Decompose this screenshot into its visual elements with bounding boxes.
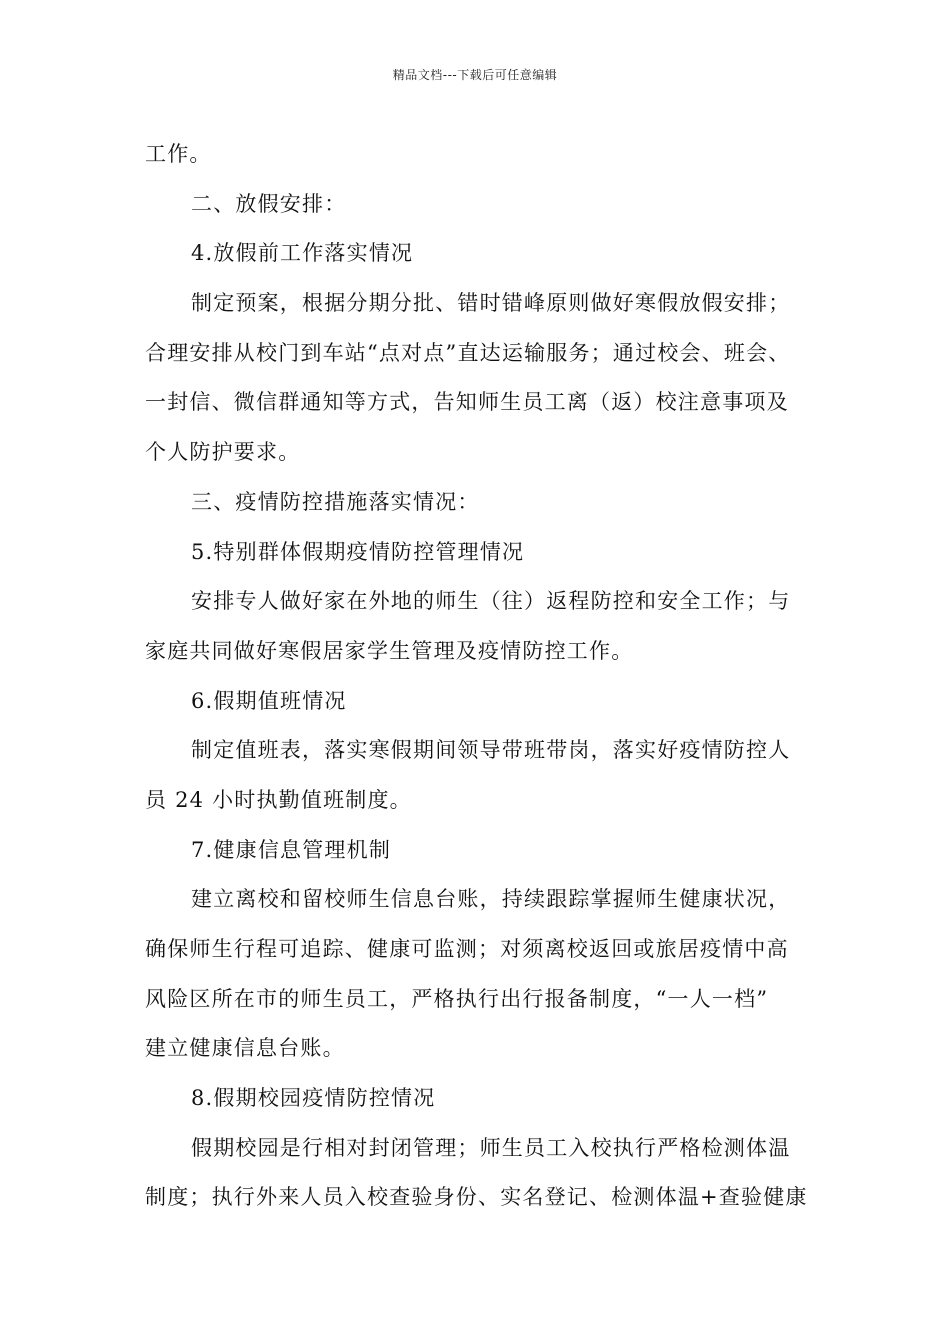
text-line: 安排专人做好家在外地的师生（往）返程防控和安全工作；与 xyxy=(191,589,791,614)
section-heading: 二、放假安排： xyxy=(191,191,347,216)
text-line: 工作。 xyxy=(145,142,212,166)
text-line: 建立离校和留校师生信息台账，持续跟踪掌握师生健康状况， xyxy=(191,887,791,912)
subsection-heading: 4.放假前工作落实情况 xyxy=(191,241,414,266)
document-body xyxy=(145,130,810,1223)
text-line: 个人防护要求。 xyxy=(145,440,301,465)
subsection-heading: 6.假期值班情况 xyxy=(191,688,347,713)
text-line: 合理安排从校门到车站“点对点”直达运输服务；通过校会、班会、 xyxy=(145,340,791,365)
text-line: 家庭共同做好寒假居家学生管理及疫情防控工作。 xyxy=(145,638,634,663)
text-line: 建立健康信息台账。 xyxy=(145,1036,345,1061)
text-line: 一封信、微信群通知等方式，告知师生员工离（返）校注意事项及 xyxy=(145,390,789,415)
text-line: 制度；执行外来人员入校查验身份、实名登记、检测体温+查验健康 xyxy=(145,1185,808,1210)
text-line: 假期校园是行相对封闭管理；师生员工入校执行严格检测体温 xyxy=(191,1135,791,1160)
subsection-heading: 8.假期校园疫情防控情况 xyxy=(191,1086,436,1111)
text-line: 制定预案，根据分期分批、错时错峰原则做好寒假放假安排； xyxy=(191,291,791,316)
page-header: 精品文档---下载后可任意编辑 xyxy=(392,68,558,82)
text-line: 员 24 小时执勤值班制度。 xyxy=(145,787,412,812)
text-line: 风险区所在市的师生员工，严格执行出行报备制度，“一人一档” xyxy=(145,986,769,1011)
section-heading: 三、疫情防控措施落实情况： xyxy=(191,489,480,514)
text-line: 制定值班表，落实寒假期间领导带班带岗，落实好疫情防控人 xyxy=(191,738,791,763)
subsection-heading: 7.健康信息管理机制 xyxy=(191,837,392,862)
text-line: 确保师生行程可追踪、健康可监测；对须离校返回或旅居疫情中高 xyxy=(145,937,789,961)
subsection-heading: 5.特别群体假期疫情防控管理情况 xyxy=(191,539,525,564)
